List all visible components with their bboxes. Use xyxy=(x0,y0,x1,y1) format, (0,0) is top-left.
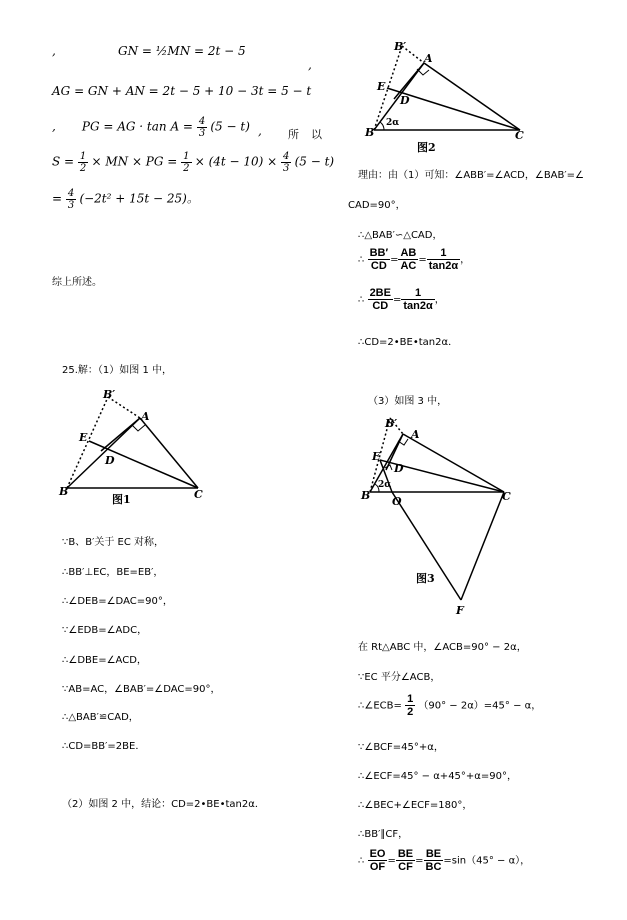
figure-1 xyxy=(55,385,225,510)
fig2-label-b: B xyxy=(365,126,375,139)
figure-3 xyxy=(358,412,518,622)
comma-l1-end: , xyxy=(308,58,312,72)
fig1-label-e: E xyxy=(79,431,88,444)
reason-line-2: CAD=90°， xyxy=(348,200,406,211)
proof-line-8: ∴CD=BB′=2BE． xyxy=(62,741,146,752)
fig3-label-f: F xyxy=(456,604,464,617)
summary: 综上所述。 xyxy=(52,277,102,288)
fig2-label-e: E xyxy=(377,80,386,93)
fig3-label-a: A xyxy=(411,428,420,441)
fig3-label-c: C xyxy=(502,490,511,503)
fig2-label-a: A xyxy=(424,52,433,65)
part3-ratio-equation: ∴ $\frac{EO}{OF}$ = $\frac{BE}{CF}$ = $\frac{BE}{BC}$ =sin（45° − α）， xyxy=(358,848,531,874)
ratio-equation-1: ∴ $\frac{BB'}{CD}$ = $\frac{AB}{AC}$ = $\frac{1}{\tan 2\alpha}$ ， xyxy=(358,247,471,273)
eq-ag: AG = GN + AN = 2t − 5 + 10 − 3t = 5 − t xyxy=(52,84,312,98)
fig1-label-b: B xyxy=(59,485,69,498)
fig2-label-bprime: B′ xyxy=(394,40,407,53)
part3-line-2: ∵EC 平分∠ACB， xyxy=(358,672,441,683)
part3-line-7: ∴BB′∥CF， xyxy=(358,829,409,840)
fig3-label-e: E xyxy=(372,450,381,463)
fig2-caption: 图2 xyxy=(417,141,436,154)
fig3-label-o: O xyxy=(392,495,402,508)
proof-line-5: ∴∠DBE=∠ACD， xyxy=(62,655,147,666)
fig1-label-a: A xyxy=(141,410,150,423)
proof-line-4: ∵∠EDB=∠ADC， xyxy=(62,625,148,636)
eq-gn: GN = ½MN = 2t − 5 xyxy=(118,44,246,58)
part3-line-3: ∴∠ECB= $\frac{1}{2}$ （90° − 2α）=45° − α， xyxy=(358,693,542,719)
fig1-label-c: C xyxy=(194,488,203,501)
figure-2 xyxy=(362,38,537,158)
ratio-equation-2: ∴ $\frac{2BE}{CD}$ = $\frac{1}{\tan 2\alpha}$ ， xyxy=(358,287,445,313)
comma-l3: , xyxy=(258,124,262,138)
fig2-label-d: D xyxy=(400,94,410,107)
fig1-caption: 图1 xyxy=(112,493,131,506)
fig3-label-b: B xyxy=(361,489,371,502)
proof-line-2: ∴BB′⊥EC，BE=EB′， xyxy=(62,567,164,578)
comma-l1: , xyxy=(52,44,56,58)
fig3-label-d: D xyxy=(394,462,404,475)
q25-heading: 25.解：（1）如图 1 中， xyxy=(62,365,172,376)
reason-conclusion: ∴CD=2•BE•tan2α． xyxy=(358,337,459,348)
eq-s-result: = $\frac{4}{3}$ (−2t² + 15t − 25)。 xyxy=(52,188,199,211)
fig3-caption: 图3 xyxy=(416,572,435,585)
fig3-label-2alpha: 2α xyxy=(378,480,392,490)
fig3-label-bprime: B′ xyxy=(385,417,398,430)
word-yi: 以 xyxy=(311,128,322,141)
reason-line-3: ∴△BAB′∽△CAD， xyxy=(358,230,443,241)
proof-line-6: ∵AB=AC，∠BAB′=∠DAC=90°， xyxy=(62,684,221,695)
proof-line-3: ∴∠DEB=∠DAC=90°， xyxy=(62,596,173,607)
part3-line-5: ∴∠ECF=45° − α+45°+α=90°， xyxy=(358,771,517,782)
part3-line-6: ∴∠BEC+∠ECF=180°， xyxy=(358,800,473,811)
part3-heading: （3）如图 3 中， xyxy=(368,396,448,407)
part3-line-1: 在 Rt△ABC 中，∠ACB=90° − 2α， xyxy=(358,642,527,653)
fig1-label-d: D xyxy=(105,454,115,467)
proof-line-1: ∵B、B′关于 EC 对称， xyxy=(62,537,165,548)
fig1-label-bprime: B′ xyxy=(103,388,116,401)
part3-line-4: ∵∠BCF=45°+α， xyxy=(358,742,444,753)
reason-line-1: 理由：由（1）可知：∠ABB′=∠ACD，∠BAB′=∠ xyxy=(358,170,584,181)
fig2-label-2alpha: 2α xyxy=(386,118,400,128)
fig2-label-c: C xyxy=(515,129,524,142)
part2-conclusion: （2）如图 2 中，结论：CD=2•BE•tan2α． xyxy=(62,799,265,810)
eq-s: S = $\frac{1}{2}$ × MN × PG = $\frac{1}{2}$ × (4t − 10) × $\frac{4}{3}$ (5 − t) xyxy=(52,151,335,174)
eq-pg-line: , PG = AG · tan A = $\frac{4}{3}$ (5 − t) xyxy=(52,116,250,139)
word-suo: 所 xyxy=(288,128,299,141)
proof-line-7: ∴△BAB′≌CAD， xyxy=(62,712,139,723)
